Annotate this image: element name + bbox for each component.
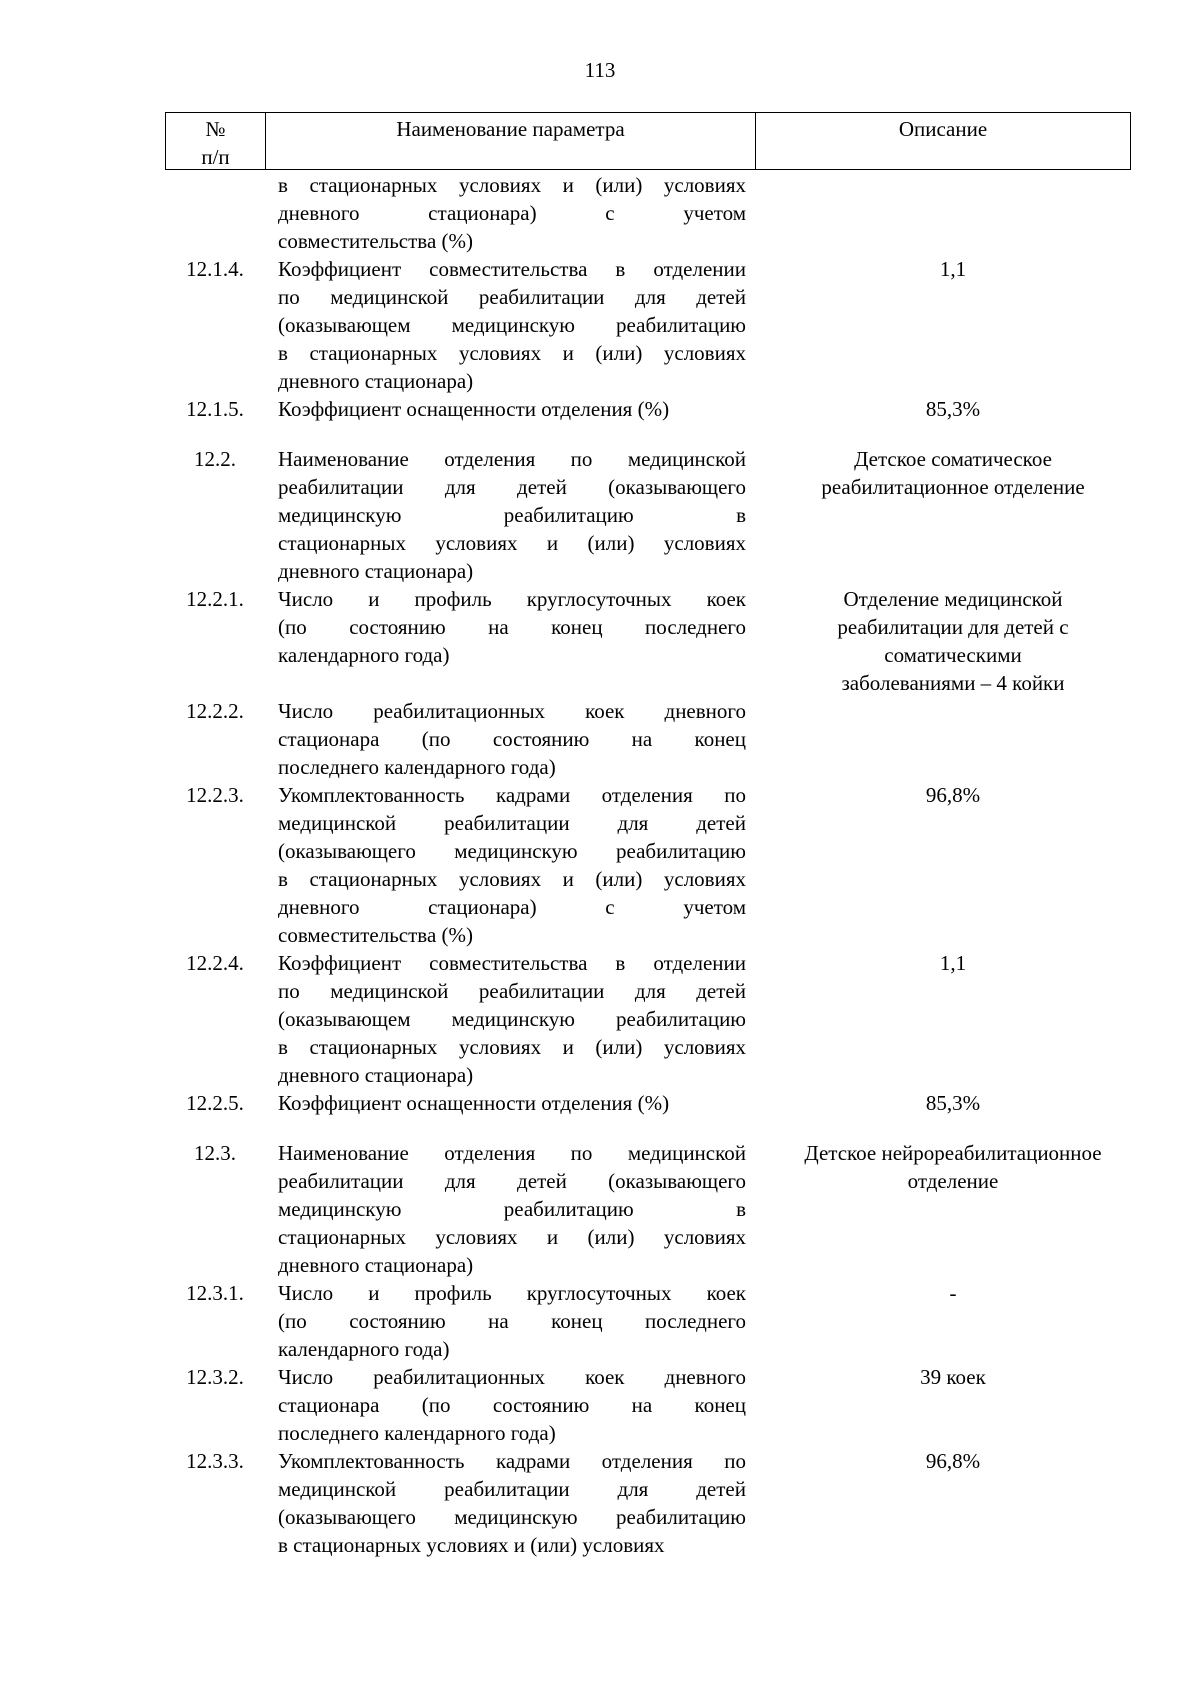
row-number: 12.2.4. — [186, 951, 244, 975]
row-description — [768, 255, 1138, 283]
row-description — [768, 395, 1138, 423]
table-row — [0, 697, 1200, 781]
parameter-line: (оказывающем медицинскую реабилитацию — [278, 313, 746, 337]
row-parameter — [278, 255, 746, 395]
table-row — [0, 1279, 1200, 1363]
description-line: соматическими — [884, 643, 1022, 667]
parameter-line: Число и профиль круглосуточных коек — [278, 1281, 746, 1305]
parameter-line: стационара (по состоянию на конец — [278, 1393, 746, 1417]
table-header — [165, 112, 1131, 170]
row-description — [768, 781, 1138, 809]
description-line: заболеваниями – 4 койки — [841, 671, 1065, 695]
row-description — [768, 585, 1138, 697]
description-line: реабилитационное отделение — [821, 475, 1085, 499]
row-description — [768, 1279, 1138, 1307]
header-col-number-line1: № — [205, 117, 226, 141]
table-row — [0, 171, 1200, 255]
row-description — [768, 949, 1138, 977]
row-description — [768, 1363, 1138, 1391]
row-number: 12.2.3. — [186, 783, 244, 807]
table-row — [0, 395, 1200, 423]
table-row — [0, 445, 1200, 585]
parameter-line: в стационарных условиях и (или) условиях — [278, 1035, 746, 1059]
parameter-line: в стационарных условиях и (или) условиях — [278, 341, 746, 365]
parameter-line: дневного стационара) с учетом — [278, 895, 746, 919]
parameter-line: Укомплектованность кадрами отделения по — [278, 783, 746, 807]
row-number: 12.2. — [194, 447, 236, 471]
row-parameter — [278, 1139, 746, 1279]
parameter-line: Коэффициент совместительства в отделении — [278, 257, 746, 281]
parameter-line: совместительства (%) — [278, 229, 473, 253]
row-parameter — [278, 1363, 746, 1447]
row-description — [768, 1447, 1138, 1475]
header-col-description: Описание — [898, 117, 988, 141]
table-body — [0, 171, 1200, 1559]
description-line: 39 коек — [920, 1365, 986, 1389]
description-line: 85,3% — [925, 397, 981, 421]
parameter-line: Коэффициент оснащенности отделения (%) — [278, 397, 670, 421]
header-col-number-line2: п/п — [201, 145, 230, 169]
row-parameter — [278, 395, 746, 423]
row-number: 12.2.2. — [186, 699, 244, 723]
parameter-line: последнего календарного года) — [278, 755, 556, 779]
row-parameter — [278, 445, 746, 585]
page-number: 113 — [584, 58, 616, 82]
row-parameter — [278, 1089, 746, 1117]
row-number: 12.3.3. — [186, 1449, 244, 1473]
parameter-line: Число реабилитационных коек дневного — [278, 1365, 746, 1389]
parameter-line: реабилитации для детей (оказывающего — [278, 475, 746, 499]
row-number: 12.2.1. — [186, 587, 244, 611]
description-line: 96,8% — [925, 783, 981, 807]
description-line: Детское соматическое — [854, 447, 1052, 471]
parameter-line: медицинскую реабилитацию в — [278, 1197, 746, 1221]
table-row — [0, 1089, 1200, 1117]
row-parameter — [278, 781, 746, 949]
parameter-line: в стационарных условиях и (или) условиях — [278, 867, 746, 891]
row-description — [768, 1139, 1138, 1195]
table-row — [0, 949, 1200, 1089]
row-number: 12.3.1. — [186, 1281, 244, 1305]
description-line: реабилитации для детей с — [837, 615, 1069, 639]
row-number: 12.2.5. — [186, 1091, 244, 1115]
description-line: 85,3% — [925, 1091, 981, 1115]
parameter-line: стационара (по состоянию на конец — [278, 727, 746, 751]
parameter-line: в стационарных условиях и (или) условиях — [278, 173, 746, 197]
description-line: Отделение медицинской — [843, 587, 1063, 611]
parameter-line: календарного года) — [278, 643, 450, 667]
row-parameter — [278, 1447, 746, 1559]
row-parameter — [278, 171, 746, 255]
parameter-line: Число реабилитационных коек дневного — [278, 699, 746, 723]
parameter-line: стационарных условиях и (или) условиях — [278, 1225, 746, 1249]
parameter-line: Число и профиль круглосуточных коек — [278, 587, 746, 611]
row-description — [768, 1089, 1138, 1117]
parameter-line: (оказывающем медицинскую реабилитацию — [278, 1007, 746, 1031]
row-number: 12.1.4. — [186, 257, 244, 281]
header-col-name: Наименование параметра — [266, 113, 756, 169]
parameter-line: стационарных условиях и (или) условиях — [278, 531, 746, 555]
parameter-line: медицинской реабилитации для детей — [278, 1477, 746, 1501]
row-number: 12.3. — [194, 1141, 236, 1165]
table-row — [0, 1447, 1200, 1559]
row-parameter — [278, 697, 746, 781]
parameter-line: Укомплектованность кадрами отделения по — [278, 1449, 746, 1473]
parameter-line: реабилитации для детей (оказывающего — [278, 1169, 746, 1193]
parameter-line: (оказывающего медицинскую реабилитацию — [278, 839, 746, 863]
parameter-line: по медицинской реабилитации для детей — [278, 285, 746, 309]
parameter-line: календарного года) — [278, 1337, 450, 1361]
description-line: Детское нейрореабилитационное — [804, 1141, 1102, 1165]
row-number: 12.3.2. — [186, 1365, 244, 1389]
description-line: 1,1 — [939, 257, 967, 281]
table-row — [0, 255, 1200, 395]
parameter-line: дневного стационара) — [278, 1253, 474, 1277]
table-row — [0, 585, 1200, 697]
description-line: 1,1 — [939, 951, 967, 975]
table-row — [0, 1363, 1200, 1447]
parameter-line: последнего календарного года) — [278, 1421, 556, 1445]
table-row — [0, 1139, 1200, 1279]
parameter-line: по медицинской реабилитации для детей — [278, 979, 746, 1003]
parameter-line: (по состоянию на конец последнего — [278, 615, 746, 639]
row-parameter — [278, 949, 746, 1089]
parameter-line: дневного стационара) с учетом — [278, 201, 746, 225]
parameter-line: Коэффициент совместительства в отделении — [278, 951, 746, 975]
row-parameter — [278, 585, 746, 669]
parameter-line: медицинскую реабилитацию в — [278, 503, 746, 527]
parameter-line: дневного стационара) — [278, 559, 474, 583]
parameter-line: Наименование отделения по медицинской — [278, 447, 746, 471]
description-line: отделение — [907, 1169, 999, 1193]
parameter-line: в стационарных условиях и (или) условиях — [278, 1533, 665, 1557]
description-line: 96,8% — [925, 1449, 981, 1473]
parameter-line: дневного стационара) — [278, 1063, 474, 1087]
header-col-number — [166, 113, 266, 169]
row-number: 12.1.5. — [186, 397, 244, 421]
parameter-line: (по состоянию на конец последнего — [278, 1309, 746, 1333]
parameter-line: (оказывающего медицинскую реабилитацию — [278, 1505, 746, 1529]
parameter-line: Коэффициент оснащенности отделения (%) — [278, 1091, 670, 1115]
row-description — [768, 445, 1138, 501]
parameter-line: Наименование отделения по медицинской — [278, 1141, 746, 1165]
parameter-line: медицинской реабилитации для детей — [278, 811, 746, 835]
table-row — [0, 781, 1200, 949]
row-parameter — [278, 1279, 746, 1363]
parameter-line: совместительства (%) — [278, 923, 473, 947]
description-line: - — [949, 1281, 957, 1305]
parameter-line: дневного стационара) — [278, 369, 474, 393]
